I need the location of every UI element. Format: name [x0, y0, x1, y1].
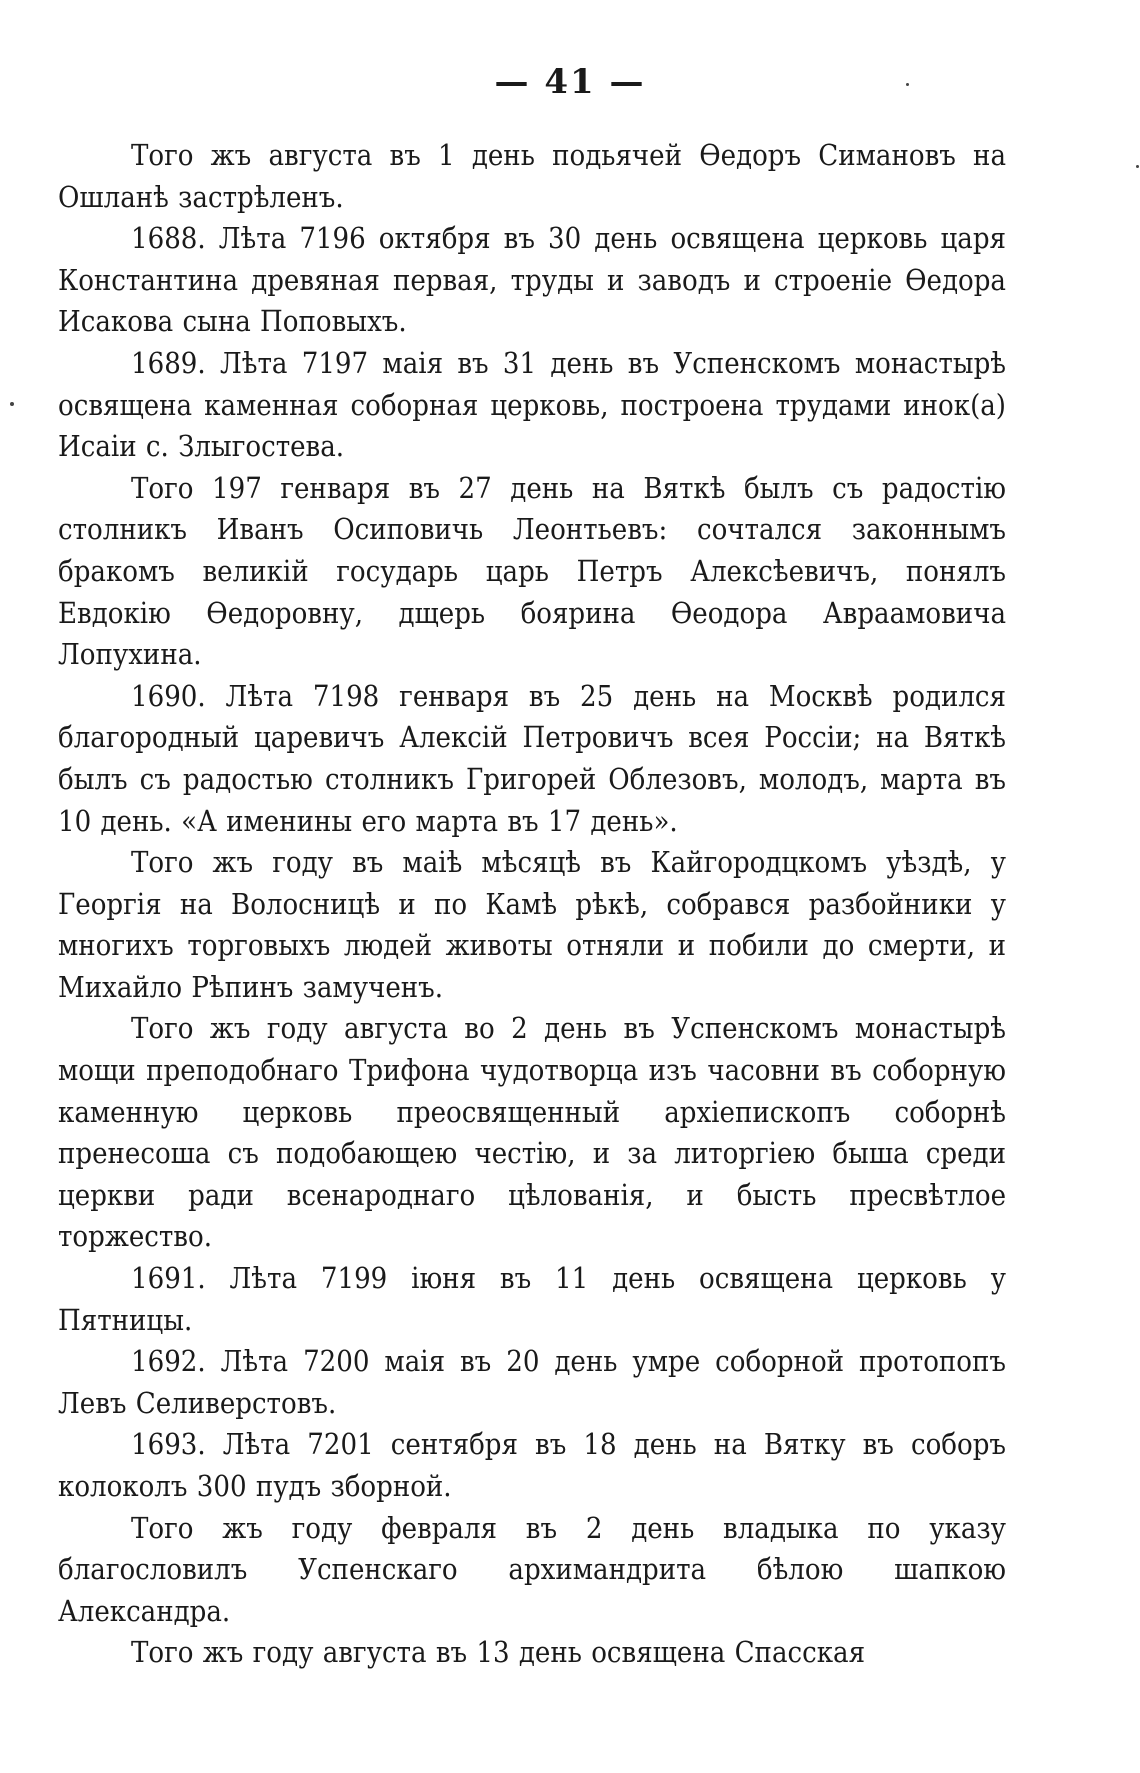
paragraph-5: 1690. Лѣта 7198 генваря въ 25 день на Москвѣ родился благородный царевичъ Алексій Петровичъ всея Россіи; на Вяткѣ былъ съ радостью столникъ Григорей Облезовъ, молодъ, марта въ 10 день. «А именины его марта въ 17 день».	[58, 678, 1006, 838]
paragraph-6: Того жъ году въ маіѣ мѣсяцѣ въ Кайгородцкомъ уѣздѣ, у Георгія на Волосницѣ и по Камѣ рѣкѣ, собрався разбойники у многихъ торговыхъ людей животы отняли и побили до смерти, и Михайло Рѣпинъ замученъ.	[58, 845, 1006, 1004]
paragraph-11: Того жъ году февраля въ 2 день владыка по указу благословилъ Успенскаго архимандрита бѣлою шапкою Александра.	[58, 1510, 1006, 1628]
paragraph-9: 1692. Лѣта 7200 маія въ 20 день умре соборной протопопъ Левъ Селиверстовъ.	[58, 1344, 1006, 1420]
page-number: — 41 —	[494, 62, 646, 102]
paragraph-3: 1689. Лѣта 7197 маія въ 31 день въ Успенскомъ монастырѣ освящена каменная соборная церковь, построена трудами инок(а) Исаіи с. Злыгостева.	[58, 345, 1006, 464]
body-text	[58, 135, 1006, 1674]
scan-speck	[1136, 165, 1139, 168]
scan-speck	[906, 83, 909, 86]
paragraph-1: Того жъ августа въ 1 день подьячей Ѳедоръ Симановъ на Ошланѣ застрѣленъ.	[58, 138, 1006, 214]
paragraph-7: Того жъ году августа во 2 день въ Успенскомъ монастырѣ мощи преподобнаго Трифона чудотворца изъ часовни въ соборную каменную церковь преосвященный архіепископъ соборнѣ пренесоша съ подобающею честію, и за литоргіею быша среди церкви ради всенароднаго цѣлованія, и бысть пресвѣтлое торжество.	[58, 1011, 1006, 1254]
paragraph-12: Того жъ году августа въ 13 день освящена Спасская	[131, 1635, 866, 1670]
paragraph-10: 1693. Лѣта 7201 сентября въ 18 день на Вятку въ соборъ колоколъ 300 пудъ зборной.	[58, 1427, 1006, 1503]
paragraph-4: Того 197 генваря въ 27 день на Вяткѣ былъ съ радостію столникъ Иванъ Осиповичь Леонтьевъ: сочтался законнымъ бракомъ великій государь царь Петръ Алексѣевичъ, понялъ Евдокію Ѳедоровну, дщерь боярина Ѳеодора Авраамовича Лопухина.	[58, 470, 1006, 672]
paragraph-8: 1691. Лѣта 7199 іюня въ 11 день освящена церковь у Пятницы.	[58, 1261, 1006, 1337]
paragraph-2: 1688. Лѣта 7196 октября въ 30 день освящена церковь царя Константина древяная первая, труды и заводъ и строеніе Ѳедора Исакова сына Поповыхъ.	[58, 221, 1006, 339]
scan-speck	[10, 402, 14, 406]
